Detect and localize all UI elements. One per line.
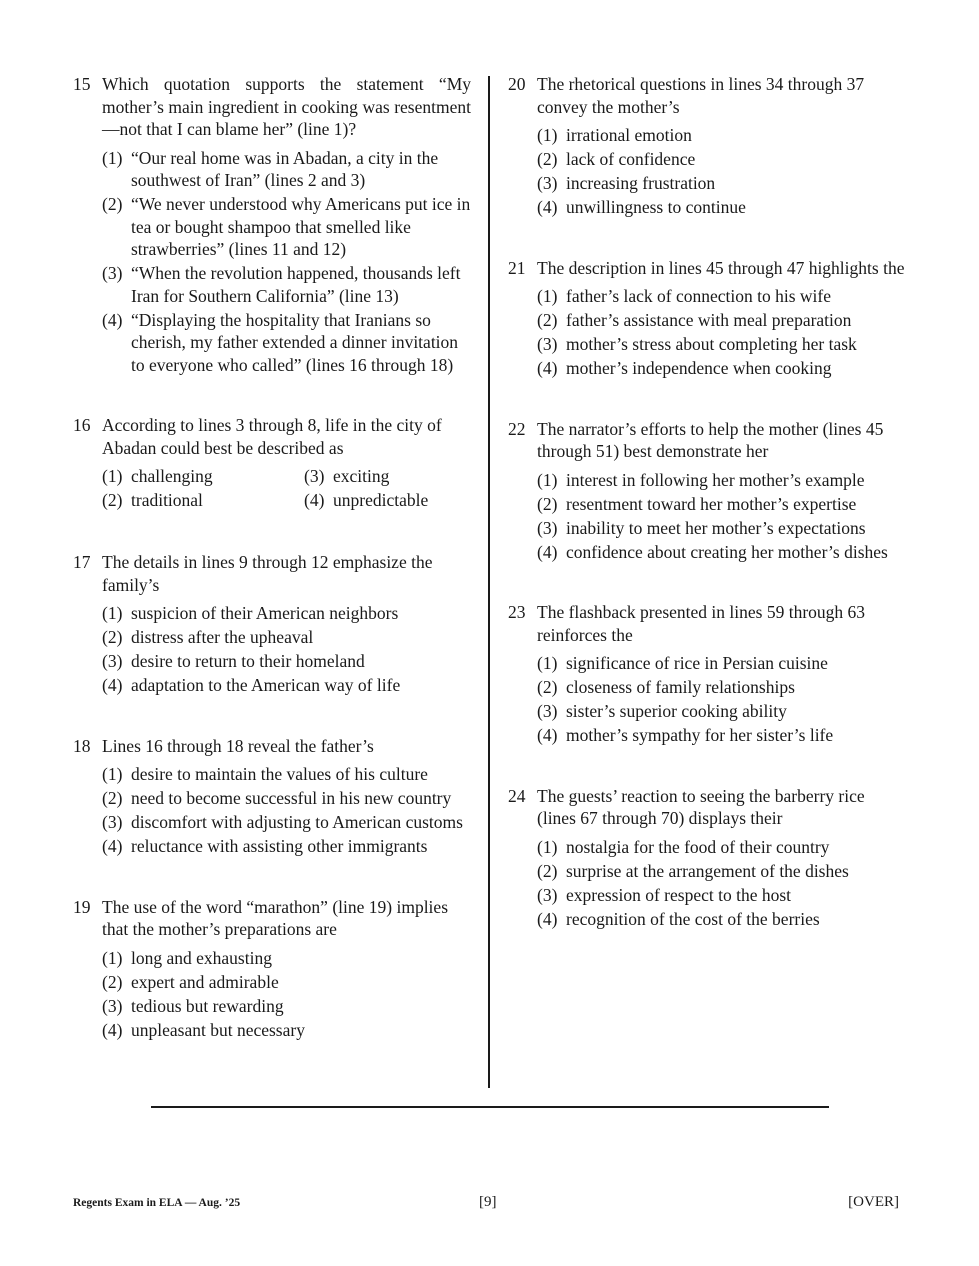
question-stem	[508, 418, 906, 463]
option-text: unwillingness to continue	[566, 197, 746, 217]
question-text: Which quotation supports the statement “My mother’s main ingredient in cooking was resentment—not that I can blame her” (line 1)?	[102, 74, 471, 139]
question-text: The guests’ reaction to seeing the barberry rice (lines 67 through 70) displays their	[537, 785, 865, 828]
answer-option	[102, 309, 471, 377]
option-text: resentment toward her mother’s expertise	[566, 493, 857, 514]
question-stem	[73, 735, 471, 758]
answer-options	[102, 947, 471, 1042]
option-text: father’s lack of connection to his wife	[566, 286, 832, 306]
question-17	[73, 551, 471, 697]
option-number: (1)	[537, 469, 558, 490]
option-number: (3)	[102, 812, 123, 832]
question-text: The narrator’s efforts to help the mother (lines 45 through 51) best demonstrate her	[537, 418, 884, 461]
answer-option	[102, 1019, 471, 1042]
footer-exam-title: Regents Exam in ELA — Aug. ’25	[73, 1197, 241, 1209]
option-text: surprise at the arrangement of the dishes	[566, 860, 849, 881]
option-number: (1)	[537, 125, 558, 145]
option-number: (1)	[102, 764, 123, 784]
answer-option	[537, 148, 906, 171]
option-number: (3)	[537, 334, 558, 354]
option-number: (2)	[102, 194, 123, 214]
question-number: 17	[73, 552, 91, 572]
answer-option	[537, 724, 906, 747]
option-text: challenging	[131, 466, 213, 486]
question-stem	[73, 414, 471, 459]
option-text: confidence about creating her mother’s dishes	[566, 541, 888, 562]
option-text: unpleasant but necessary	[131, 1019, 305, 1040]
option-number: (4)	[537, 541, 558, 562]
question-number: 15	[73, 74, 91, 94]
option-number: (3)	[537, 517, 558, 538]
answer-option	[537, 884, 906, 907]
option-number: (2)	[102, 788, 123, 808]
footer-over-marker: [OVER]	[848, 1194, 899, 1210]
question-stem	[73, 73, 471, 141]
option-text: recognition of the cost of the berries	[566, 908, 820, 929]
answer-option	[102, 465, 304, 488]
option-text: “When the revolution happened, thousands left Iran for Southern California” (line 13)	[131, 263, 461, 306]
option-number: (1)	[102, 466, 123, 486]
answer-option	[102, 971, 471, 994]
option-text: desire to maintain the values of his culture	[131, 764, 428, 784]
answer-option	[537, 285, 906, 308]
option-text: increasing frustration	[566, 173, 716, 193]
question-number: 23	[508, 602, 526, 622]
option-text: distress after the upheaval	[131, 627, 314, 647]
answer-option	[102, 147, 471, 192]
option-number: (3)	[537, 701, 558, 721]
option-text: long and exhausting	[131, 947, 272, 968]
question-19	[73, 896, 471, 1042]
question-number: 19	[73, 896, 91, 917]
answer-option	[537, 124, 906, 147]
option-number: (4)	[102, 675, 123, 695]
answer-option	[102, 602, 471, 625]
question-number: 20	[508, 74, 526, 94]
question-23	[508, 601, 906, 747]
answer-options	[537, 836, 906, 931]
question-18	[73, 735, 471, 858]
option-text: suspicion of their American neighbors	[131, 603, 399, 623]
option-text: need to become successful in his new country	[131, 788, 452, 808]
option-number: (4)	[304, 490, 325, 510]
question-stem	[508, 73, 906, 118]
answer-option	[102, 787, 471, 810]
question-number: 18	[73, 735, 91, 756]
answer-option	[537, 836, 906, 859]
answer-options	[102, 763, 471, 858]
option-text: unpredictable	[333, 490, 429, 510]
option-text: closeness of family relationships	[566, 677, 795, 697]
answer-option	[537, 493, 906, 516]
question-text: The details in lines 9 through 12 emphasize the family’s	[102, 552, 433, 595]
option-text: significance of rice in Persian cuisine	[566, 653, 828, 673]
answer-option	[537, 517, 906, 540]
option-number: (4)	[537, 197, 558, 217]
answer-option	[102, 489, 304, 512]
option-number: (2)	[102, 627, 123, 647]
option-number: (4)	[102, 1019, 123, 1040]
option-number: (4)	[537, 725, 558, 745]
answer-option	[537, 541, 906, 564]
option-number: (1)	[102, 947, 123, 968]
question-text: The description in lines 45 through 47 highlights the	[537, 257, 905, 278]
option-number: (3)	[537, 173, 558, 193]
option-number: (3)	[304, 466, 325, 486]
answer-option	[304, 465, 471, 488]
answer-option	[537, 196, 906, 219]
question-text: The rhetorical questions in lines 34 through 37 convey the mother’s	[537, 74, 865, 117]
answer-options	[537, 469, 906, 564]
answer-option	[537, 469, 906, 492]
answer-options	[537, 652, 906, 747]
question-number: 22	[508, 418, 526, 439]
question-text: Lines 16 through 18 reveal the father’s	[102, 735, 374, 756]
answer-option	[102, 650, 471, 673]
option-number: (4)	[102, 836, 123, 856]
answer-option	[537, 652, 906, 675]
right-column	[508, 73, 906, 968]
option-number: (4)	[102, 309, 123, 330]
question-20	[508, 73, 906, 219]
question-16	[73, 414, 471, 513]
option-text: interest in following her mother’s example	[566, 469, 865, 490]
question-number: 24	[508, 785, 526, 806]
answer-options	[537, 124, 906, 219]
answer-option	[102, 811, 471, 834]
option-text: father’s assistance with meal preparation	[566, 310, 852, 330]
option-number: (2)	[537, 493, 558, 514]
option-number: (3)	[102, 995, 123, 1016]
option-text: expression of respect to the host	[566, 884, 792, 905]
option-text: traditional	[131, 490, 203, 510]
option-text: mother’s sympathy for her sister’s life	[566, 725, 834, 745]
option-number: (2)	[537, 310, 558, 330]
answer-option	[102, 995, 471, 1018]
answer-option	[537, 908, 906, 931]
option-number: (4)	[537, 358, 558, 378]
column-divider	[488, 76, 490, 1088]
answer-option	[102, 193, 471, 261]
answer-options	[102, 147, 471, 377]
option-text: discomfort with adjusting to American customs	[131, 812, 463, 832]
answer-option	[537, 860, 906, 883]
question-15	[73, 73, 471, 376]
option-number: (1)	[537, 653, 558, 673]
question-22	[508, 418, 906, 564]
answer-options	[102, 465, 471, 513]
question-text: According to lines 3 through 8, life in the city of Abadan could best be described as	[102, 415, 442, 458]
question-stem	[73, 551, 471, 596]
option-text: reluctance with assisting other immigrants	[131, 836, 428, 856]
option-text: tedious but rewarding	[131, 995, 284, 1016]
option-number: (1)	[102, 603, 123, 623]
option-text: mother’s independence when cooking	[566, 358, 832, 378]
bottom-rule	[151, 1106, 829, 1108]
answer-option	[537, 333, 906, 356]
question-stem	[73, 896, 471, 941]
question-stem	[508, 257, 906, 280]
question-number: 21	[508, 257, 526, 278]
option-number: (2)	[537, 677, 558, 697]
option-number: (2)	[102, 971, 123, 992]
option-number: (1)	[537, 286, 558, 306]
option-text: sister’s superior cooking ability	[566, 701, 787, 721]
option-text: inability to meet her mother’s expectations	[566, 517, 866, 538]
option-text: “Displaying the hospitality that Iranians so cherish, my father extended a dinner invitation to everyone who called” (lines 16 through 18)	[131, 309, 459, 375]
option-text: adaptation to the American way of life	[131, 675, 401, 695]
answer-option	[537, 309, 906, 332]
option-text: irrational emotion	[566, 125, 692, 145]
answer-option	[102, 835, 471, 858]
option-text: exciting	[333, 466, 390, 486]
option-text: expert and admirable	[131, 971, 279, 992]
option-number: (1)	[102, 147, 123, 168]
question-stem	[508, 601, 906, 646]
answer-option	[102, 262, 471, 307]
option-number: (3)	[102, 651, 123, 671]
answer-options	[537, 285, 906, 380]
answer-options	[102, 602, 471, 697]
option-number: (4)	[537, 908, 558, 929]
option-number: (2)	[537, 149, 558, 169]
option-text: lack of confidence	[566, 149, 696, 169]
question-stem	[508, 785, 906, 830]
answer-option	[102, 947, 471, 970]
left-column	[73, 73, 471, 1079]
option-text: nostalgia for the food of their country	[566, 836, 830, 857]
answer-option	[537, 676, 906, 699]
question-number: 16	[73, 415, 91, 435]
footer-page-number: [9]	[479, 1194, 497, 1210]
option-number: (2)	[537, 860, 558, 881]
answer-option	[537, 700, 906, 723]
option-text: “We never understood why Americans put ice in tea or bought shampoo that smelled like strawberries” (lines 11 and 12)	[131, 194, 471, 259]
answer-option	[537, 172, 906, 195]
question-text: The use of the word “marathon” (line 19) implies that the mother’s preparations are	[102, 896, 449, 939]
question-24	[508, 785, 906, 931]
answer-option	[102, 674, 471, 697]
option-text: “Our real home was in Abadan, a city in the southwest of Iran” (lines 2 and 3)	[131, 147, 439, 190]
option-number: (3)	[102, 263, 123, 283]
option-number: (1)	[537, 836, 558, 857]
question-text: The flashback presented in lines 59 through 63 reinforces the	[537, 602, 866, 645]
answer-option	[537, 357, 906, 380]
answer-option	[102, 763, 471, 786]
answer-option	[304, 489, 471, 512]
option-text: mother’s stress about completing her task	[566, 334, 857, 354]
question-21	[508, 257, 906, 380]
option-text: desire to return to their homeland	[131, 651, 365, 671]
answer-option	[102, 626, 471, 649]
option-number: (2)	[102, 490, 123, 510]
option-number: (3)	[537, 884, 558, 905]
